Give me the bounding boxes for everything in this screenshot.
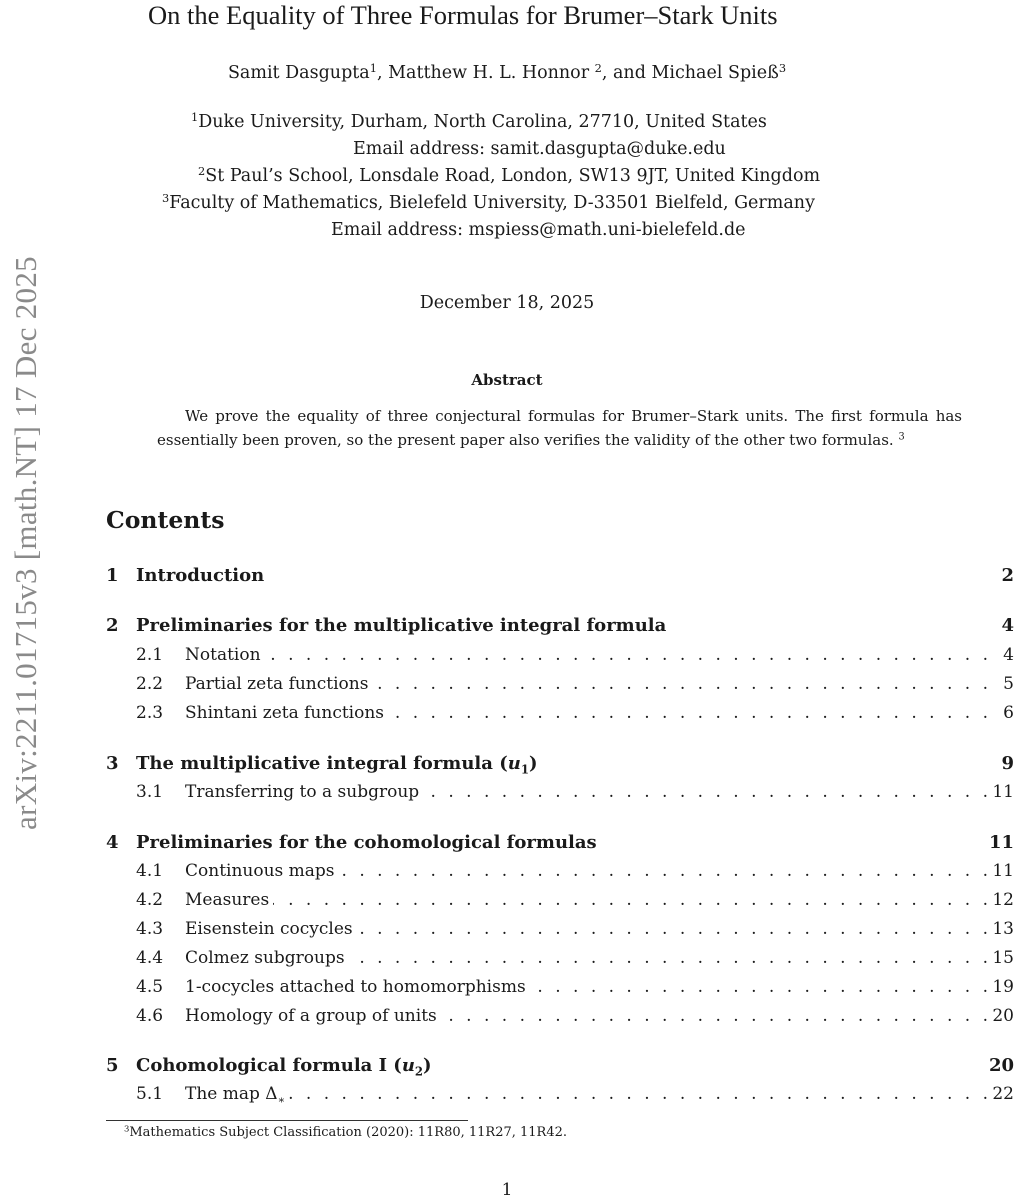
email-2: Email address: mspiess@math.uni-bielefeld.de <box>331 220 746 240</box>
toc-leader-dots <box>273 890 988 910</box>
toc-page: 4 <box>1003 645 1014 665</box>
toc-label: Introduction <box>136 565 265 586</box>
toc-section[interactable] <box>106 753 1014 779</box>
toc-subsection[interactable] <box>106 1084 1014 1110</box>
toc-number: 2.1 <box>136 645 164 665</box>
toc-label: Continuous maps <box>185 861 335 881</box>
toc-page: 19 <box>992 977 1014 997</box>
affiliation-1 <box>191 109 767 132</box>
arxiv-id-stamp: arXiv:2211.01715v3 [math.NT] 17 Dec 2025 <box>8 256 43 830</box>
abstract-footnote-mark: 3 <box>898 431 905 443</box>
toc-number: 4 <box>106 832 119 853</box>
abstract-text: We prove the equality of three conjectural formulas for Brumer–Stark units. The first formula has essentially been proven, so the present paper also verifies the validity of the other two formulas. <box>157 407 962 449</box>
toc-leader-dots <box>388 703 988 723</box>
toc-leader-dots <box>289 1084 988 1104</box>
author-3: , and Michael Spieß <box>601 63 779 83</box>
toc-page: 2 <box>1001 565 1014 586</box>
toc-label: Homology of a group of units <box>185 1006 437 1026</box>
toc-page: 20 <box>992 1006 1014 1026</box>
toc-number: 4.2 <box>136 890 164 910</box>
toc-page: 12 <box>992 890 1014 910</box>
toc-number: 3 <box>106 753 119 774</box>
toc-label: Cohomological formula I $(u_2)$ <box>136 1055 432 1079</box>
affiliation-3 <box>162 190 815 213</box>
toc-label: Colmez subgroups <box>185 948 345 968</box>
toc-label: Preliminaries for the cohomological formulas <box>136 832 597 853</box>
toc-number: 5 <box>106 1055 119 1076</box>
toc-leader-dots <box>265 645 988 665</box>
paper-date: December 18, 2025 <box>419 293 595 313</box>
toc-page: 15 <box>992 948 1014 968</box>
toc-leader-dots <box>357 919 988 939</box>
toc-number: 4.3 <box>136 919 164 939</box>
affiliation-2 <box>198 163 821 186</box>
toc-page: 11 <box>992 861 1014 881</box>
toc-page: 9 <box>1001 753 1014 774</box>
affiliation-3-mark: 3 <box>162 190 170 205</box>
toc-page: 20 <box>988 1055 1014 1076</box>
toc-number: 4.6 <box>136 1006 164 1026</box>
toc-subsection[interactable] <box>106 1006 1014 1032</box>
page-number: 1 <box>501 1180 513 1200</box>
footnote-text: Mathematics Subject Classification (2020): 11R80, 11R27, 11R42. <box>129 1125 568 1140</box>
toc-number: 1 <box>106 565 119 586</box>
toc-leader-dots <box>530 977 988 997</box>
author-list <box>0 60 1014 83</box>
toc-page: 4 <box>1001 615 1014 636</box>
toc-label: Transferring to a subgroup <box>185 782 420 802</box>
toc-number: 2.3 <box>136 703 164 723</box>
email-1: Email address: samit.dasgupta@duke.edu <box>353 139 726 159</box>
toc-subsection[interactable] <box>106 919 1014 945</box>
toc-subsection[interactable] <box>106 703 1014 729</box>
toc-label: The map $\Delta_∗$ <box>185 1084 286 1107</box>
toc-leader-dots <box>372 674 988 694</box>
toc-page: 11 <box>988 832 1014 853</box>
toc-subsection[interactable] <box>106 890 1014 916</box>
toc-page: 11 <box>992 782 1014 802</box>
math-subscript: 1 <box>520 762 529 777</box>
toc-label: Eisenstein cocycles <box>185 919 353 939</box>
footnote-rule <box>106 1120 468 1121</box>
affiliation-2-mark: 2 <box>198 163 206 178</box>
toc-page: 5 <box>1003 674 1014 694</box>
toc-leader-dots <box>423 782 988 802</box>
footnote <box>124 1125 567 1140</box>
toc-number: 4.4 <box>136 948 164 968</box>
toc-number: 2.2 <box>136 674 164 694</box>
contents-heading: Contents <box>106 506 225 534</box>
toc-section[interactable] <box>106 832 1014 858</box>
footnote-mark: 3 <box>124 1123 130 1134</box>
toc-subsection[interactable] <box>106 948 1014 974</box>
affiliation-3-text: Faculty of Mathematics, Bielefeld University, D-33501 Bielfeld, Germany <box>169 193 815 213</box>
author-2: , Matthew H. L. Honnor <box>376 63 595 83</box>
toc-leader-dots <box>441 1006 988 1026</box>
toc-label: Notation <box>185 645 261 665</box>
abstract-body <box>157 404 962 452</box>
abstract-heading: Abstract <box>471 371 543 389</box>
math-u: u <box>507 753 521 774</box>
toc-number: 5.1 <box>136 1084 164 1104</box>
math-subscript: ∗ <box>277 1093 286 1107</box>
toc-subsection[interactable] <box>106 782 1014 808</box>
toc-number: 4.1 <box>136 861 164 881</box>
author-1-mark: 1 <box>369 60 377 75</box>
toc-leader-dots <box>349 948 988 968</box>
toc-subsection[interactable] <box>106 645 1014 671</box>
toc-number: 2 <box>106 615 119 636</box>
affiliation-1-text: Duke University, Durham, North Carolina, 27710, United States <box>198 112 767 132</box>
toc-page: 22 <box>992 1084 1014 1104</box>
toc-section[interactable] <box>106 615 1014 641</box>
toc-label: Shintani zeta functions <box>185 703 385 723</box>
toc-subsection[interactable] <box>106 674 1014 700</box>
toc-page: 6 <box>1003 703 1014 723</box>
math-u: u <box>401 1055 415 1076</box>
affiliation-2-text: St Paul’s School, Lonsdale Road, London, SW13 9JT, United Kingdom <box>205 166 821 186</box>
toc-section[interactable] <box>106 1055 1014 1081</box>
toc-label: Partial zeta functions <box>185 674 369 694</box>
toc-label: The multiplicative integral formula $(u_1)$ <box>136 753 538 777</box>
author-3-mark: 3 <box>778 60 787 75</box>
toc-section[interactable] <box>106 565 1014 591</box>
toc-number: 4.5 <box>136 977 164 997</box>
toc-subsection[interactable] <box>106 861 1014 887</box>
toc-subsection[interactable] <box>106 977 1014 1003</box>
paper-title: On the Equality of Three Formulas for Brumer–Stark Units <box>148 0 778 30</box>
toc-page: 13 <box>992 919 1014 939</box>
author-1: Samit Dasgupta <box>227 63 370 83</box>
toc-leader-dots <box>339 861 988 881</box>
toc-label: 1-cocycles attached to homomorphisms <box>185 977 526 997</box>
affiliation-1-mark: 1 <box>191 109 199 124</box>
toc-number: 3.1 <box>136 782 164 802</box>
toc-label: Measures <box>185 890 270 910</box>
author-2-mark: 2 <box>594 60 602 75</box>
math-subscript: 2 <box>414 1064 424 1079</box>
toc-label: Preliminaries for the multiplicative integral formula <box>136 615 667 636</box>
